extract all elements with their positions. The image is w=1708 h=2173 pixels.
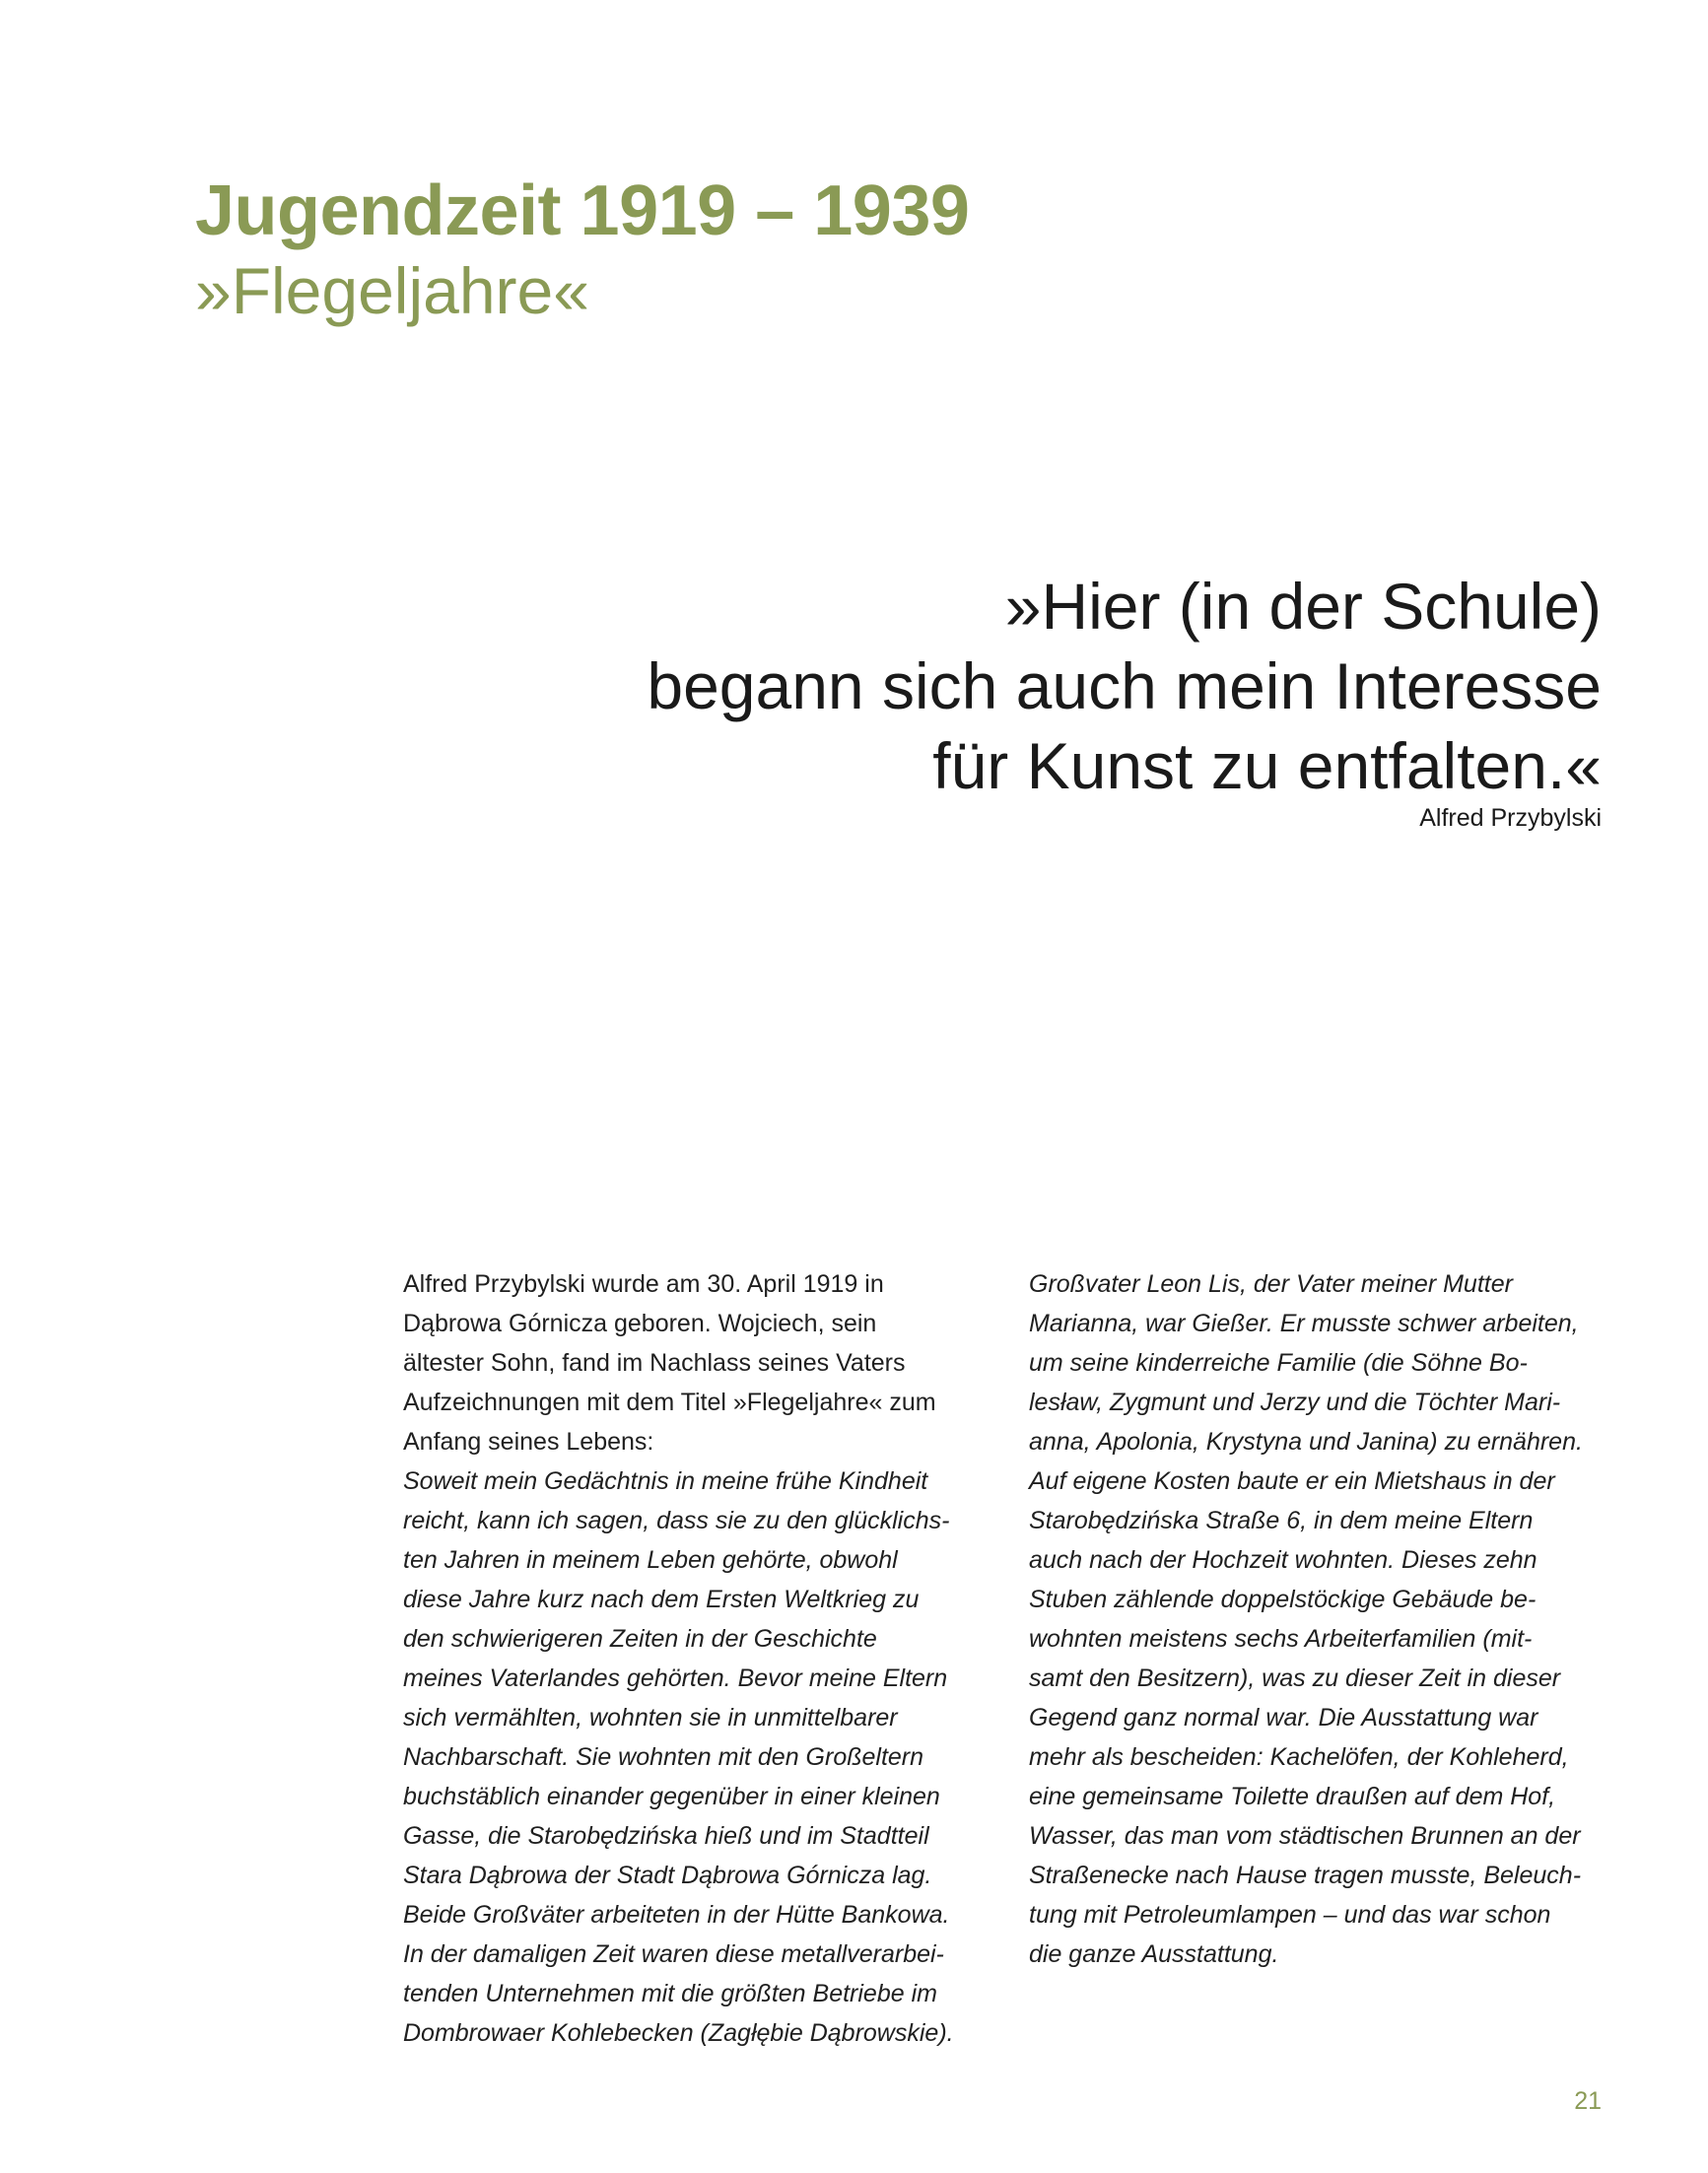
memoir-excerpt: Soweit mein Gedächtnis in meine frühe Kindheit reicht, kann ich sagen, dass sie zu den glücklichs- ten Jahren in meinem Leben gehörte, obwohl diese Jahre kurz nach dem Ersten Weltkrieg zu den schwierigeren Zeiten in der Geschichte meines Vaterlandes gehörten. Bevor meine Eltern sich vermählten, wohnten sie in unmittelbarer Nachbarschaft. Sie wohnten mit den Großeltern buchstäblich einander gegenüber in einer kleinen Gasse, die Starobędzińska hieß und im Stadtteil Stara Dąbrowa der Stadt Dąbrowa Górnicza lag. Beide Großväter arbeiteten in der Hütte Bankowa. In der damaligen Zeit waren diese metallverarbei- tenden Unternehmen mit die größten Betriebe im Dombrowaer Kohlebecken (Zagłębie Dąbrowskie). bbox=[403, 1467, 954, 2047]
chapter-subtitle: »Flegeljahre« bbox=[195, 254, 589, 327]
quote-line: für Kunst zu entfalten.« bbox=[932, 729, 1602, 802]
quote-author: Alfred Przybylski bbox=[1419, 804, 1602, 832]
quote-line: begann sich auch mein Interesse bbox=[647, 649, 1602, 722]
page-number: 21 bbox=[1574, 2087, 1602, 2115]
text-column-left bbox=[403, 1264, 985, 2053]
chapter-title: Jugendzeit 1919 – 1939 bbox=[195, 171, 970, 250]
quote-line: »Hier (in der Schule) bbox=[1004, 570, 1602, 643]
memoir-excerpt-continued: Großvater Leon Lis, der Vater meiner Mutter Marianna, war Gießer. Er musste schwer arbeiten, um seine kinderreiche Familie (die Söhne Bo- lesław, Zygmunt und Jerzy und die Töchter Mari- anna, Apolonia, Krystyna und Janina) zu ernähren. Auf eigene Kosten baute er ein Mietshaus in der Starobędzińska Straße 6, in dem meine Eltern auch nach der Hochzeit wohnten. Dieses zehn Stuben zählende doppelstöckige Gebäude be- wohnten meistens sechs Arbeiterfamilien (mit- samt den Besitzern), was zu dieser Zeit in dieser Gegend ganz normal war. Die Ausstattung war mehr als bescheiden: Kachelöfen, der Kohleherd, eine gemeinsame Toilette draußen auf dem Hof, Wasser, das man vom städtischen Brunnen an der Straßenecke nach Hause tragen musste, Beleuch- tung mit Petroleumlampen – und das war schon die ganze Ausstattung. bbox=[1029, 1270, 1583, 1968]
chapter-heading bbox=[195, 170, 969, 329]
text-column-right bbox=[1029, 1264, 1610, 1974]
pull-quote bbox=[419, 567, 1602, 834]
intro-paragraph: Alfred Przybylski wurde am 30. April 1919 in Dąbrowa Górnicza geboren. Wojciech, sein ältester Sohn, fand im Nachlass seines Vaters Aufzeichnungen mit dem Titel »Flegeljahre« zum Anfang seines Lebens: bbox=[403, 1270, 936, 1456]
